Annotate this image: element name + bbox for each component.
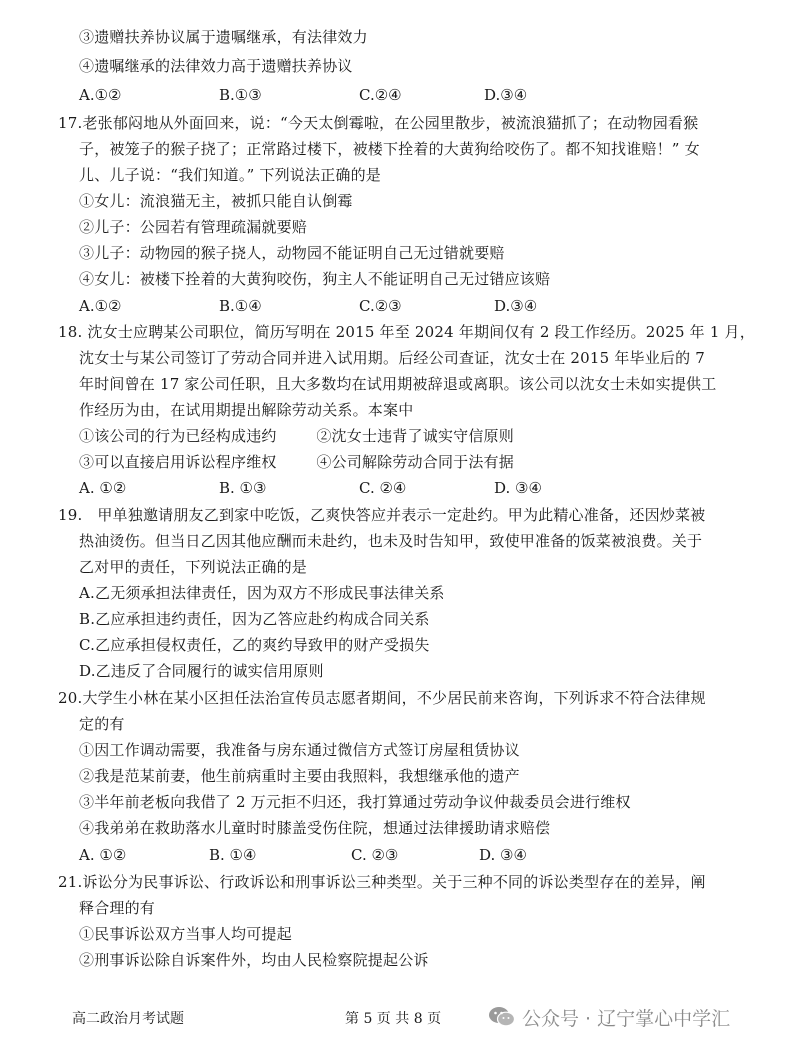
option-a: A.①②: [79, 297, 122, 315]
choice-item: C.乙应承担侵权责任，乙的爽约导致甲的财产受损失: [79, 636, 430, 654]
choice-item: A.乙无须承担法律责任，因为双方不形成民事法律关系: [79, 584, 445, 602]
option-b: B.①③: [219, 86, 262, 104]
choice-item: ②我是范某前妻，他生前病重时主要由我照料，我想继承他的遗产: [79, 767, 520, 785]
option-a: A. ①②: [79, 479, 127, 497]
option-d: D. ③④: [494, 479, 542, 497]
choice-item: ①该公司的行为已经构成违约 ②沈女士违背了诚实守信原则: [79, 427, 514, 445]
choice-item: ①民事诉讼双方当事人均可提起: [79, 925, 292, 943]
option-d: D.③④: [494, 297, 538, 315]
option-c: C. ②④: [359, 479, 407, 497]
watermark: [488, 1002, 730, 1032]
choice-item: ②儿子：公园若有管理疏漏就要赔: [79, 218, 308, 236]
option-c: C.②③: [359, 297, 402, 315]
choice-item: ③可以直接启用诉讼程序维权 ④公司解除劳动合同于法有据: [79, 453, 514, 471]
question-stem: 乙对甲的责任，下列说法正确的是: [79, 558, 308, 576]
wechat-icon: [488, 1005, 516, 1029]
option-a: A.①②: [79, 86, 122, 104]
option-d: D. ③④: [479, 846, 527, 864]
choice-item: D.乙违反了合同履行的诚实信用原则: [79, 662, 324, 680]
footer-page-number: 第 5 页 共 8 页: [345, 1011, 442, 1027]
option-c: C. ②③: [351, 846, 399, 864]
question-stem: 释合理的有: [79, 899, 156, 917]
choice-item: B.乙应承担违约责任，因为乙答应赴约构成合同关系: [79, 610, 430, 628]
footer-exam-title: 高二政治月考试题: [72, 1011, 184, 1027]
choice-item: ④我弟弟在救助落水儿童时时膝盖受伤住院，想通过法律援助请求赔偿: [79, 819, 551, 837]
question-stem: 热油烫伤。但当日乙因其他应酬而未赴约，也未及时告知甲，致使甲准备的饭菜被浪费。关于: [79, 532, 703, 550]
question-stem: 18. 沈女士应聘某公司职位，简历写明在 2015 年至 2024 年期间仅有 2 段工作经历。2025 年 1 月，: [58, 323, 755, 341]
question-stem: 儿、儿子说：“我们知道。” 下列说法正确的是: [79, 166, 382, 184]
question-stem: 21.诉讼分为民事诉讼、行政诉讼和刑事诉讼三种类型。关于三种不同的诉讼类型存在的差异，阐: [58, 873, 706, 891]
option-b: B.①④: [219, 297, 262, 315]
option-d: D.③④: [484, 86, 528, 104]
question-stem: 20.大学生小林在某小区担任法治宣传员志愿者期间，不少居民前来咨询，下列诉求不符合法律规: [58, 689, 706, 707]
choice-item: ④女儿：被楼下拴着的大黄狗咬伤，狗主人不能证明自己无过错应该赔: [79, 270, 551, 288]
watermark-text: 公众号 · 辽宁掌心中学汇: [522, 1007, 731, 1030]
choice-item: ③半年前老板向我借了 2 万元拒不归还，我打算通过劳动争议仲裁委员会进行维权: [79, 793, 631, 811]
choice-item: ①女儿：流浪猫无主，被抓只能自认倒霉: [79, 192, 353, 210]
option-a: A. ①②: [79, 846, 127, 864]
question-stem: 17.老张郁闷地从外面回来，说：“今天太倒霉啦，在公园里散步，被流浪猫抓了；在动物园看猴: [58, 114, 699, 132]
option-c: C.②④: [359, 86, 402, 104]
choice-item: ②刑事诉讼除自诉案件外，均由人民检察院提起公诉: [79, 951, 429, 969]
option-b: B. ①④: [209, 846, 257, 864]
option-b: B. ①③: [219, 479, 267, 497]
item-text: ③遗赠扶养协议属于遗嘱继承，有法律效力: [79, 28, 368, 46]
question-stem: 作经历为由，在试用期提出解除劳动关系。本案中: [79, 401, 414, 419]
choice-item: ③儿子：动物园的猴子挠人，动物园不能证明自己无过错就要赔: [79, 244, 505, 262]
question-stem: 19. 甲单独邀请朋友乙到家中吃饭，乙爽快答应并表示一定赴约。甲为此精心准备，还因炒菜被: [58, 506, 706, 524]
choice-item: ①因工作调动需要，我准备与房东通过微信方式签订房屋租赁协议: [79, 741, 520, 759]
question-stem: 年时间曾在 17 家公司任职，且大多数均在试用期被辞退或离职。该公司以沈女士未如实提供工: [79, 375, 717, 393]
question-stem: 子，被笼子的猴子挠了；正常路过楼下，被楼下拴着的大黄狗给咬伤了。都不知找谁赔！” 女: [79, 140, 700, 158]
item-text: ④遗嘱继承的法律效力高于遗赠扶养协议: [79, 57, 353, 75]
question-stem: 沈女士与某公司签订了劳动合同并进入试用期。后经公司查证，沈女士在 2015 年毕业后的 7: [79, 349, 706, 367]
question-stem: 定的有: [79, 715, 125, 733]
